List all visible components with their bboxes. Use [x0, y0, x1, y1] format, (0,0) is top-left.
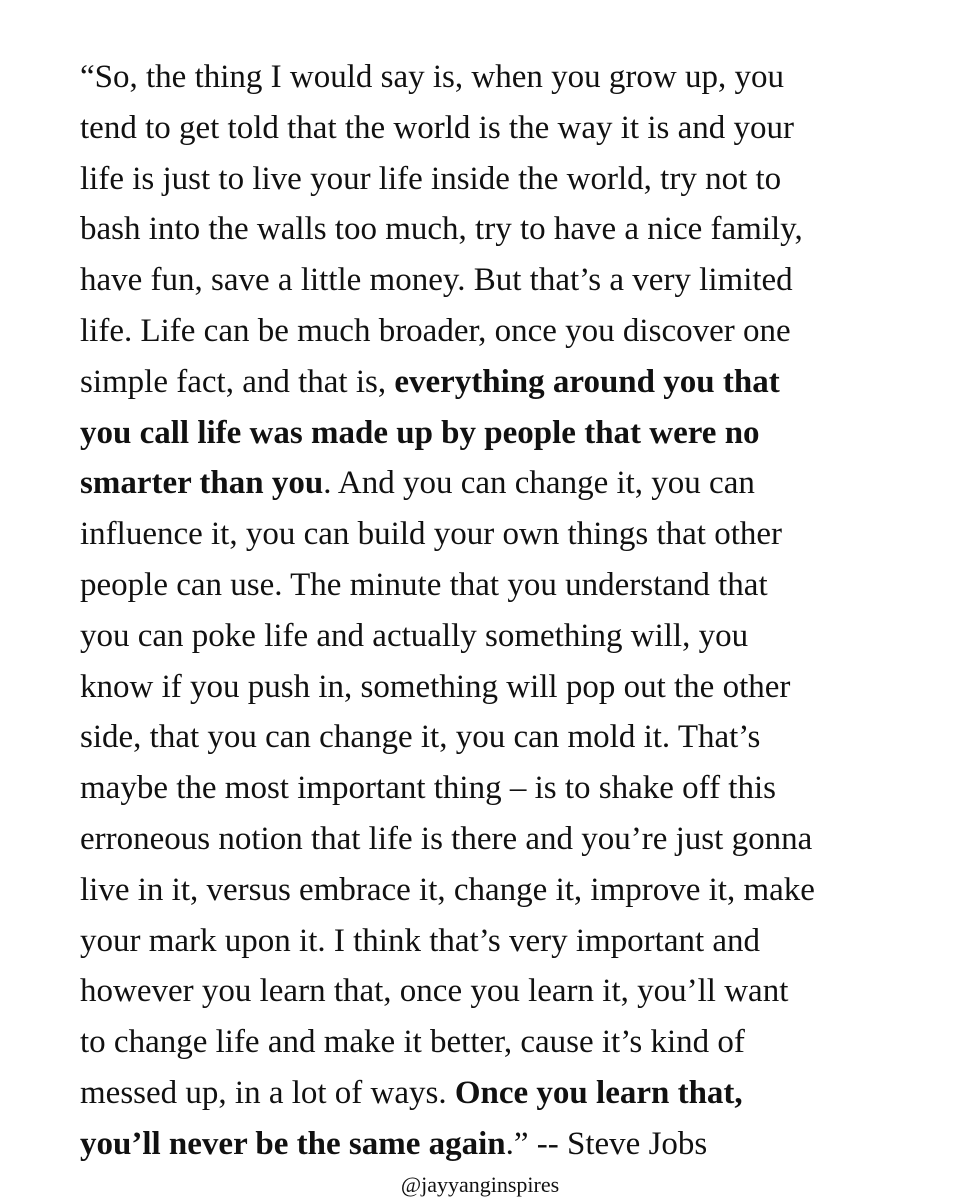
- quote-line: [80, 1017, 900, 1068]
- quote-line: [80, 763, 900, 814]
- quote-segment: tend to get told that the world is the way it is and your: [80, 109, 794, 146]
- quote-segment: influence it, you can build your own things that other: [80, 516, 783, 553]
- quote-segment: .” -- Steve Jobs: [505, 1125, 708, 1162]
- quote-emphasis: everything around you that: [394, 363, 780, 400]
- quote-line: [80, 1068, 900, 1119]
- quote-segment: to change life and make it better, cause it’s kind of: [80, 1024, 745, 1061]
- quote-emphasis: you call life was made up by people that were no: [80, 414, 760, 451]
- quote-segment: know if you push in, something will pop out the other: [80, 668, 791, 705]
- quote-segment: however you learn that, once you learn it, you’ll want: [80, 973, 789, 1010]
- quote-line: [80, 408, 900, 459]
- quote-line: [80, 560, 900, 611]
- quote-line: [80, 204, 900, 255]
- quote-segment: maybe the most important thing – is to shake off this: [80, 770, 776, 807]
- quote-line: [80, 458, 900, 509]
- quote-segment: your mark upon it. I think that’s very important and: [80, 922, 761, 959]
- quote-emphasis: Once you learn that,: [454, 1074, 743, 1111]
- quote-line: [80, 865, 900, 916]
- quote-text: [80, 52, 900, 1170]
- author-handle: @jayyanginspires: [400, 1172, 560, 1197]
- quote-line: [80, 1119, 900, 1170]
- quote-line: [80, 357, 900, 408]
- quote-segment: bash into the walls too much, try to have a nice family,: [80, 211, 803, 248]
- quote-line: [80, 255, 900, 306]
- quote-emphasis: smarter than you: [80, 465, 324, 502]
- quote-segment: live in it, versus embrace it, change it, improve it, make: [80, 871, 815, 908]
- quote-line: [80, 154, 900, 205]
- quote-line: [80, 966, 900, 1017]
- quote-segment: . And you can change it, you can: [323, 465, 755, 502]
- quote-segment: have fun, save a little money. But that’s a very limited: [80, 262, 793, 299]
- quote-line: [80, 306, 900, 357]
- quote-emphasis: you’ll never be the same again: [80, 1125, 506, 1162]
- quote-line: [80, 103, 900, 154]
- quote-line: [80, 712, 900, 763]
- quote-line: [80, 611, 900, 662]
- quote-segment: side, that you can change it, you can mold it. That’s: [80, 719, 761, 756]
- quote-segment: life is just to live your life inside the world, try not to: [80, 160, 782, 197]
- quote-segment: simple fact, and that is,: [80, 363, 395, 400]
- quote-segment: people can use. The minute that you understand that: [80, 566, 768, 603]
- quote-line: [80, 662, 900, 713]
- quote-segment: erroneous notion that life is there and you’re just gonna: [80, 820, 813, 857]
- quote-segment: life. Life can be much broader, once you discover one: [80, 312, 791, 349]
- quote-line: [80, 52, 900, 103]
- quote-segment: you can poke life and actually something will, you: [80, 617, 749, 654]
- quote-line: [80, 916, 900, 967]
- quote-line: [80, 814, 900, 865]
- quote-segment: “So, the thing I would say is, when you grow up, you: [80, 59, 784, 95]
- quote-line: [80, 509, 900, 560]
- quote-segment: messed up, in a lot of ways.: [80, 1074, 455, 1111]
